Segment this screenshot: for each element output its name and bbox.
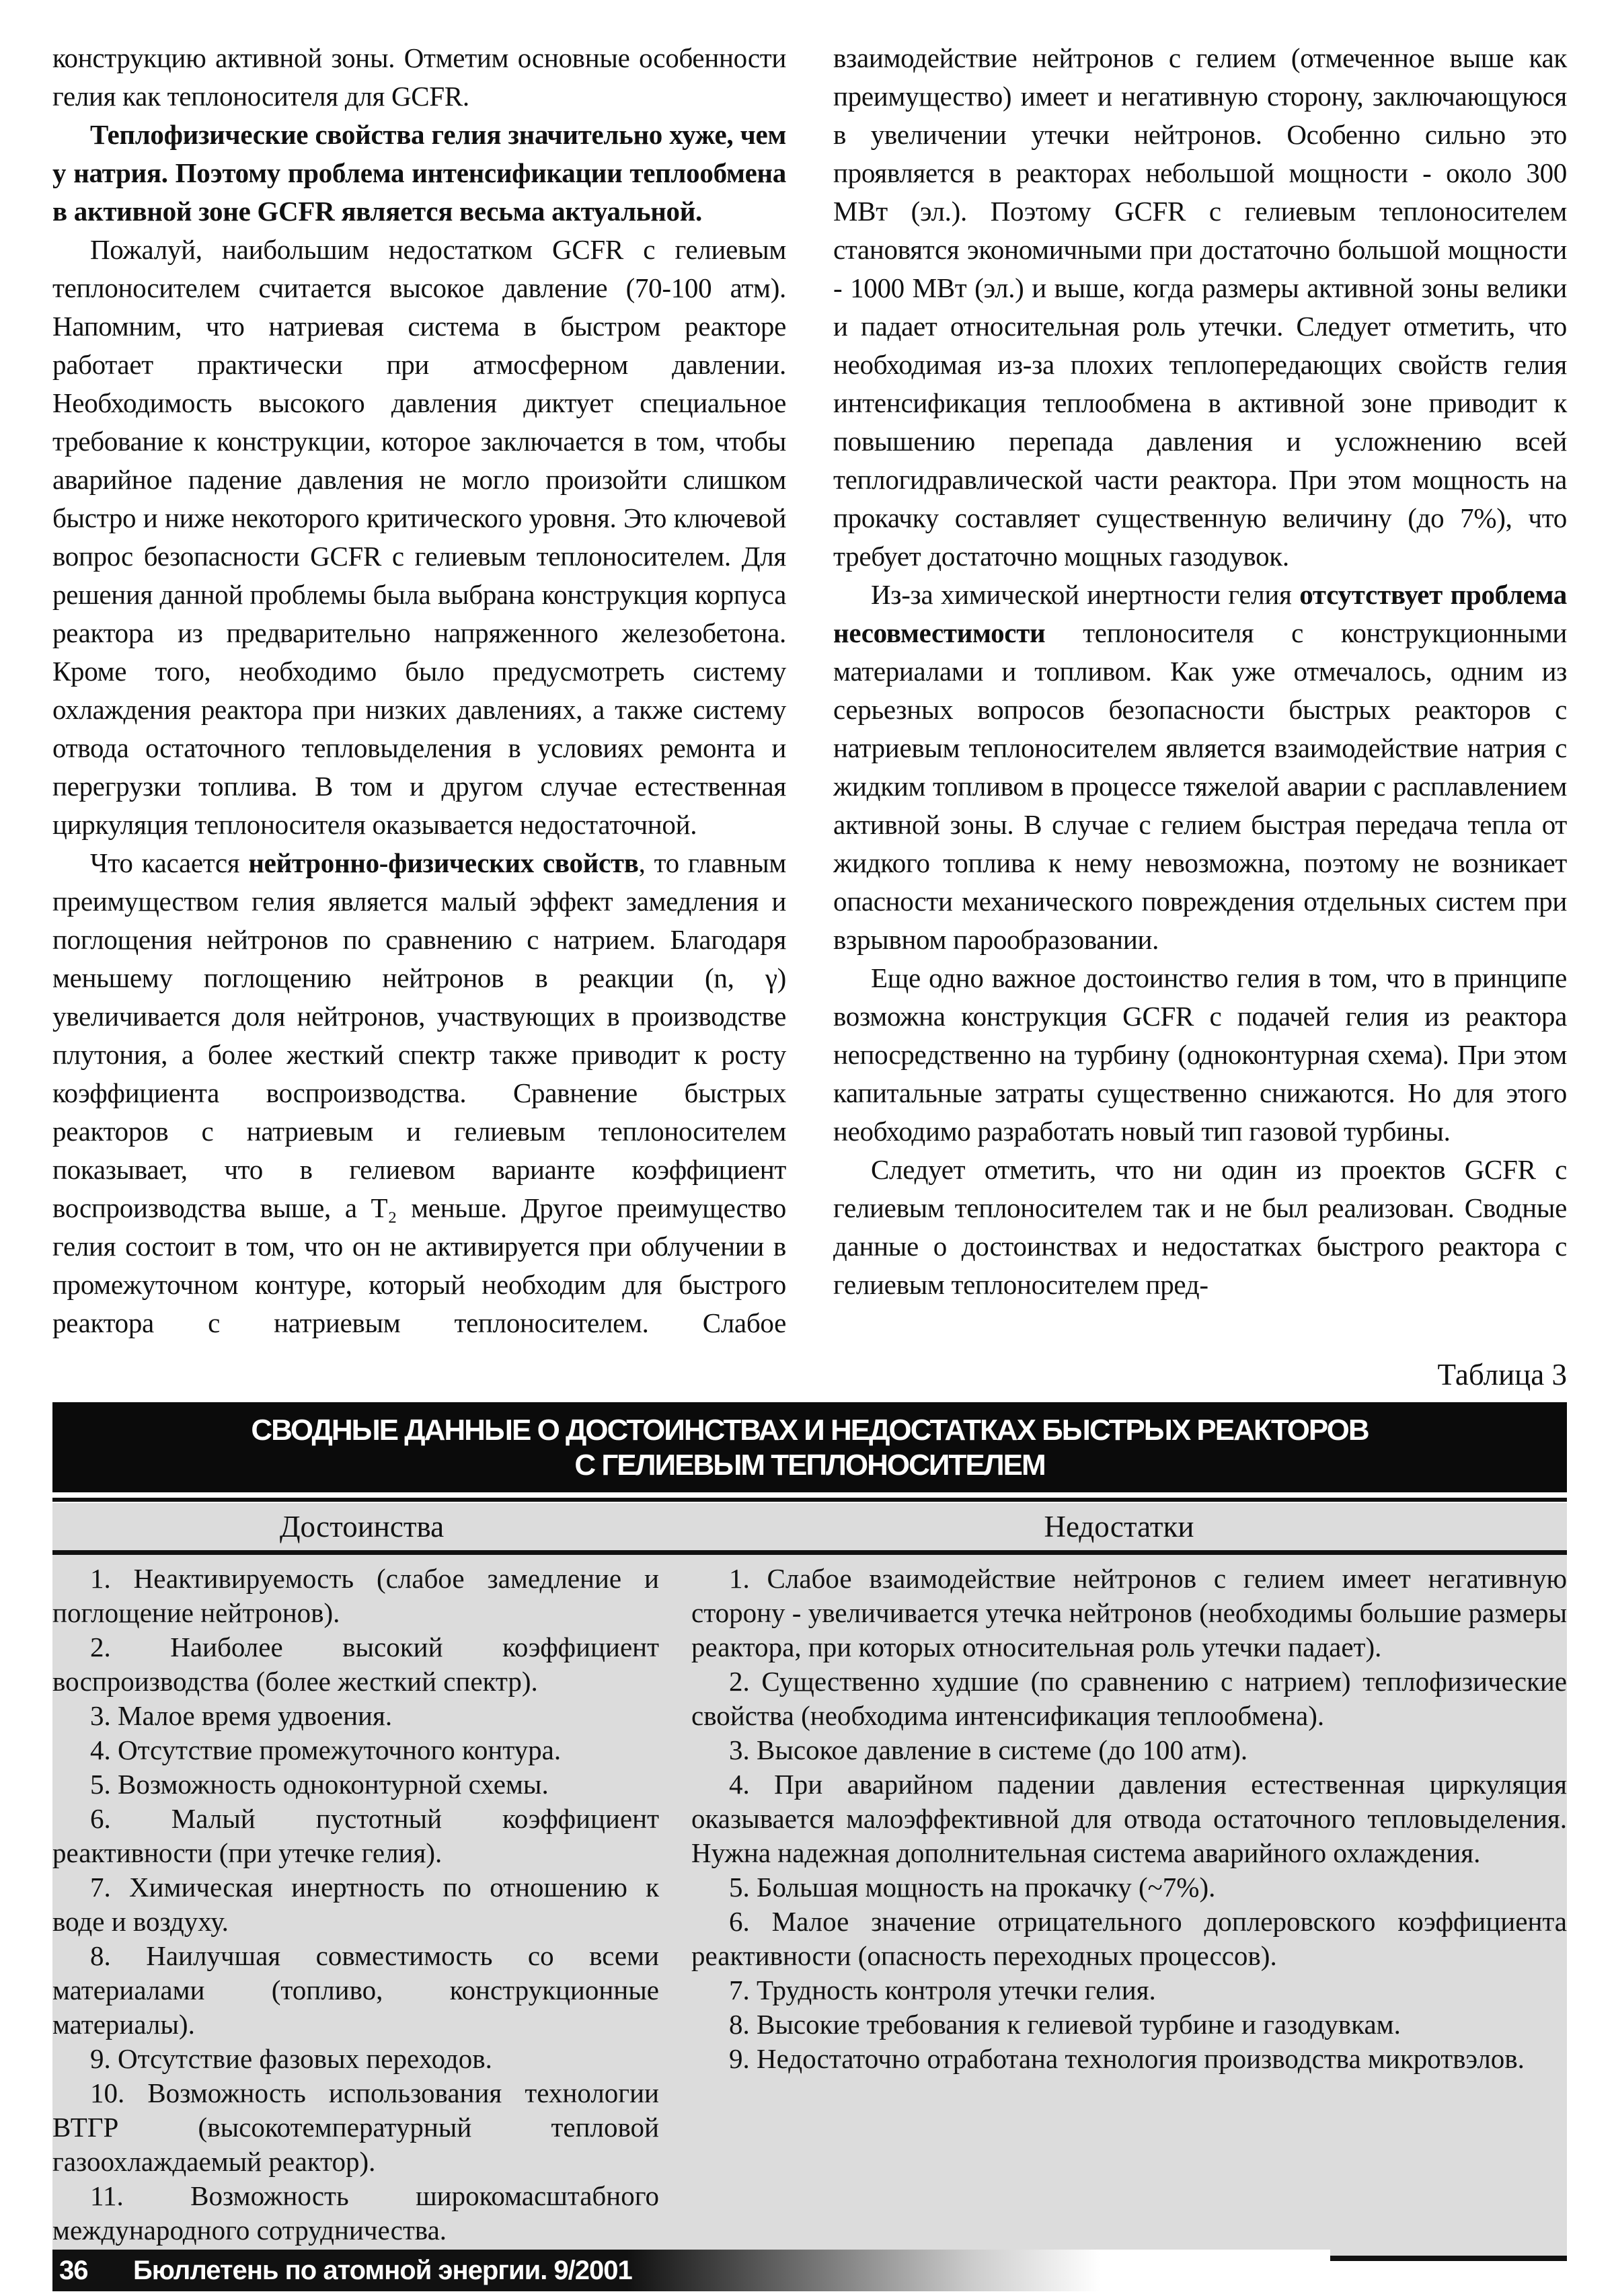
advantages-column	[52, 1562, 671, 2248]
advantage-item: 11. Возможность широкомасштабного международного сотрудничества.	[52, 2180, 659, 2246]
advantage-item: 4. Отсутствие промежуточного контура.	[90, 1734, 562, 1765]
text: Еще одно важное достоинство гелия в том, что в принципе возможна конструкция GCFR с подачей гелия из реактора непосредственно на турбину (одноконтурная схема). При этом капитальные затраты существенно снижаются. Но для этого необходимо разработать новый тип газовой турбины.	[833, 962, 1567, 1147]
disadvantage-item: 5. Большая мощность на прокачку (~7%).	[729, 1872, 1216, 1903]
text: теплоносителя с конструкционными материалами и топливом. Как уже отмечалось, одним из серьезных вопросов безопасности быстрых реакторов с натриевым теплоносителем является взаимодействие натрия с жидким топливом в процессе тяжелой аварии с расплавлением активной зоны. В случае с гелием быстрая передача тепла от жидкого топлива к нему невозможна, поэтому не возникает опасности механического повреждения отдельных систем при взрывном парообразовании.	[833, 617, 1567, 955]
table-title-line: СВОДНЫЕ ДАННЫЕ О ДОСТОИНСТВАХ И НЕДОСТАТКАХ БЫСТРЫХ РЕАКТОРОВ	[251, 1414, 1369, 1447]
page-number: 36	[59, 2256, 88, 2285]
bold-text: отсутствует проблема несовместимости	[833, 579, 1567, 648]
advantage-item: 5. Возможность одноконтурной схемы.	[90, 1769, 549, 1800]
paragraph	[833, 959, 1567, 1151]
bold-text: Теплофизические свойства гелия значительно хуже, чем у натрия. Поэтому проблема интенсификации теплообмена в активной зоне GCFR является весьма актуальной.	[52, 119, 786, 227]
header-disadvantages: Недостатки	[1044, 1510, 1194, 1543]
paragraph	[52, 116, 786, 231]
paragraph	[52, 231, 786, 844]
disadvantage-item: 7. Трудность контроля утечки гелия.	[729, 1975, 1156, 2005]
text: Пожалуй, наибольшим недостатком GCFR с гелиевым теплоносителем считается высокое давление (70-100 атм). Напомним, что натриевая система в быстром реакторе работает практически при атмосферном давлении. Необходимость высокого давления диктует специальное требование к конструкции, которое заключается в том, чтобы аварийное падение давления не могло произойти слишком быстро и ниже некоторого критического уровня. Это ключевой вопрос безопасности GCFR с гелиевым теплоносителем. Для решения данной проблемы была выбрана конструкция корпуса реактора из предварительно напряженного железобетона. Кроме того, необходимо было предусмотреть систему охлаждения реактора при низких давлениях, а также систему отвода остаточного тепловыделения в условиях ремонта и перегрузки топлива. В том и другом случае естественная циркуляция теплоносителя оказывается недостаточной.	[52, 234, 786, 840]
advantage-item: 10. Возможность использования технологии ВТГР (высокотемпературный тепловой газоохлаждаемый реактор).	[52, 2077, 659, 2177]
bold-text: нейтронно-физических свойств	[248, 847, 639, 878]
disadvantage-item: 6. Малое значение отрицательного доплеровского коэффициента реактивности (опасность переходных процессов).	[691, 1906, 1567, 1971]
advantage-item: 2. Наиболее высокий коэффициент воспроизводства (более жесткий спектр).	[52, 1632, 659, 1697]
advantage-item: 7. Химическая инертность по отношению к воде и воздуху.	[52, 1872, 659, 1937]
article-text	[52, 39, 1567, 1342]
disadvantage-item: 2. Существенно худшие (по сравнению с натрием) теплофизические свойства (необходима интенсификация теплообмена).	[691, 1666, 1567, 1731]
advantage-item: 6. Малый пустотный коэффициент реактивности (при утечке гелия).	[52, 1803, 659, 1868]
advantage-item: 3. Малое время удвоения.	[90, 1700, 393, 1731]
header-advantages: Достоинства	[279, 1510, 445, 1543]
summary-table	[52, 1402, 1567, 2261]
advantage-item: 8. Наилучшая совместимость со всеми материалами (топливо, конструкционные материалы).	[52, 1940, 659, 2040]
text: Что касается	[90, 847, 249, 878]
disadvantage-item: 8. Высокие требования к гелиевой турбине и газодувкам.	[729, 2009, 1401, 2040]
paragraph	[52, 39, 786, 116]
table-body	[52, 1555, 1567, 2261]
journal-title: Бюллетень по атомной энергии. 9/2001	[133, 2256, 632, 2285]
paragraph	[833, 576, 1567, 959]
disadvantage-item: 3. Высокое давление в системе (до 100 атм).	[729, 1734, 1248, 1765]
paragraph	[833, 1151, 1567, 1304]
table-caption: Таблица 3	[1437, 1358, 1567, 1391]
disadvantage-item: 9. Недостаточно отработана технология производства микротвэлов.	[729, 2043, 1525, 2074]
text: Следует отметить, что ни один из проектов GCFR с гелиевым теплоносителем так и не был реализован. Сводные данные о достоинствах и недостатках быстрого реактора с гелиевым теплоносителем пред-	[833, 1154, 1567, 1300]
page-footer	[52, 2250, 1330, 2291]
table-title	[52, 1402, 1567, 1498]
advantage-item: 1. Неактивируемость (слабое замедление и поглощение нейтронов).	[52, 1563, 659, 1628]
text: , то главным преимуществом гелия является малый эффект замедления и поглощения нейтронов по сравнению с натрием. Благодаря меньшему поглощению нейтронов в реакции (n, γ) увеличивается доля нейтронов, участвующих в производстве плутония, а более жесткий спектр также приводит к росту коэффициента воспроизводства. Сравнение быстрых реакторов с натриевым и гелиевым теплоносителем показывает, что в гелиевом варианте коэффициент воспроизводства выше, а T₂ меньше. Другое преимущество гелия состоит в том, что он не активируется при облучении в промежуточном контуре, который необходим для быстрого реактора с натриевым теплоносителем. Слабое взаимодействие нейтронов с гелием (отмеченное выше как преимущество) имеет и негативную сторону, заключающуюся в увеличении утечки нейтронов. Особенно сильно это проявляется в реакторах небольшой мощности - около 300 МВт (эл.). Поэтому GCFR с гелиевым теплоносителем становятся экономичными при достаточно большой мощности - 1000 МВт (эл.) и выше, когда размеры активной зоны велики и падает относительная роль утечки. Следует отметить, что необходимая из-за плохих теплопередающих свойств гелия интенсификация теплообмена в активной зоне приводит к повышению перепада давления и усложнению всей теплогидравлической части реактора. При этом мощность на прокачку составляет существенную величину (до 7%), что требует достаточно мощных газодувок.	[52, 42, 1567, 1338]
text: конструкцию активной зоны. Отметим основные особенности гелия как теплоносителя для GCFR.	[52, 42, 786, 112]
disadvantage-item: 4. При аварийном падении давления естественная циркуляция оказывается малоэффективной для отвода остаточного тепловыделения. Нужна надежная дополнительная система аварийного охлаждения.	[691, 1769, 1567, 1868]
disadvantages-column	[671, 1562, 1567, 2248]
text: Из-за химической инертности гелия	[871, 579, 1300, 610]
table-title-line: С ГЕЛИЕВЫМ ТЕПЛОНОСИТЕЛЕМ	[574, 1449, 1045, 1482]
table-header-row	[52, 1503, 1567, 1555]
advantage-item: 9. Отсутствие фазовых переходов.	[90, 2043, 492, 2074]
disadvantage-item: 1. Слабое взаимодействие нейтронов с гелием имеет негативную сторону - увеличивается утечка нейтронов (необходимы большие размеры реактора, при которых относительная роль утечки падает).	[691, 1563, 1567, 1662]
